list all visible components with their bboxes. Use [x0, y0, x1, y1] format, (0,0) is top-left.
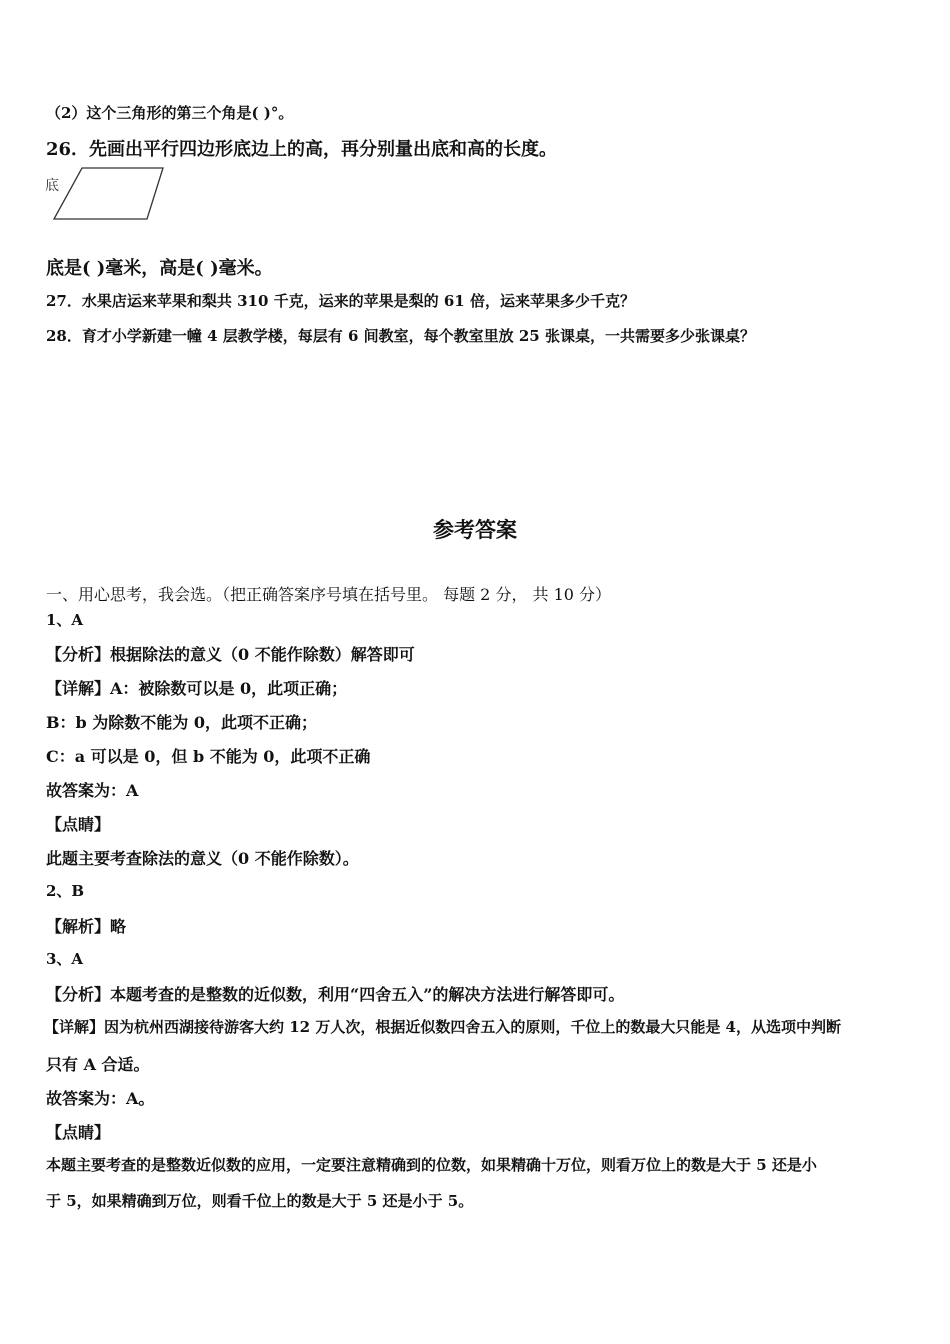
answer-line: 只有 A 合适。: [46, 1055, 150, 1074]
answer-line: 【解析】略: [46, 917, 127, 936]
answer-line: 【详解】因为杭州西湖接待游客大约 12 万人次，根据近似数四舍五入的原则，千位上的数最大只能是 4，从选项中判断: [44, 1018, 841, 1036]
answer-line: 于 5，如果精确到万位，则看千位上的数是大于 5 还是小于 5。: [46, 1192, 474, 1210]
parallelogram-figure: [44, 166, 168, 222]
answer-line: 此题主要考查除法的意义（0 不能作除数）。: [46, 849, 359, 868]
answer-line: 【详解】A：被除数可以是 0，此项正确；: [46, 679, 348, 698]
question-25-part-2: （2）这个三角形的第三个角是( )°。: [46, 104, 294, 122]
answer-line: B：b 为除数不能为 0，此项不正确；: [46, 713, 317, 732]
question-27: 27．水果店运来苹果和梨共 310 千克，运来的苹果是梨的 61 倍，运来苹果多少千克？: [46, 292, 635, 310]
section-heading: 一、用心思考，我会选。（把正确答案序号填在括号里。 每题 2 分， 共 10 分）: [46, 585, 612, 604]
answer-line: 【点睛】: [46, 815, 111, 834]
answers-title: 参考答案: [433, 517, 517, 542]
answer-line: 【点睛】: [46, 1123, 111, 1142]
answer-line: 【分析】本题考查的是整数的近似数，利用“四舍五入”的解决方法进行解答即可。: [46, 985, 625, 1004]
answer-line: C：a 可以是 0，但 b 不能为 0，此项不正确: [46, 747, 371, 766]
parallelogram-shape: [44, 166, 168, 222]
answer-line: 3、A: [46, 950, 84, 968]
answer-line: 1、A: [46, 611, 84, 629]
answer-line: 2、B: [46, 882, 85, 900]
question-26-answer: 底是( )毫米，高是( )毫米。: [46, 258, 273, 279]
base-label: 底: [45, 178, 59, 194]
answer-line: 本题主要考查的是整数近似数的应用，一定要注意精确到的位数，如果精确十万位，则看万位上的数是大于 5 还是小: [46, 1156, 817, 1174]
answer-line: 故答案为：A: [46, 781, 139, 800]
question-26: 26．先画出平行四边形底边上的高，再分别量出底和高的长度。: [46, 139, 558, 160]
question-28: 28．育才小学新建一幢 4 层教学楼，每层有 6 间教室，每个教室里放 25 张课桌，一共需要多少张课桌？: [46, 327, 755, 345]
answer-line: 【分析】根据除法的意义（0 不能作除数）解答即可: [46, 645, 415, 664]
answer-line: 故答案为：A。: [46, 1089, 155, 1108]
